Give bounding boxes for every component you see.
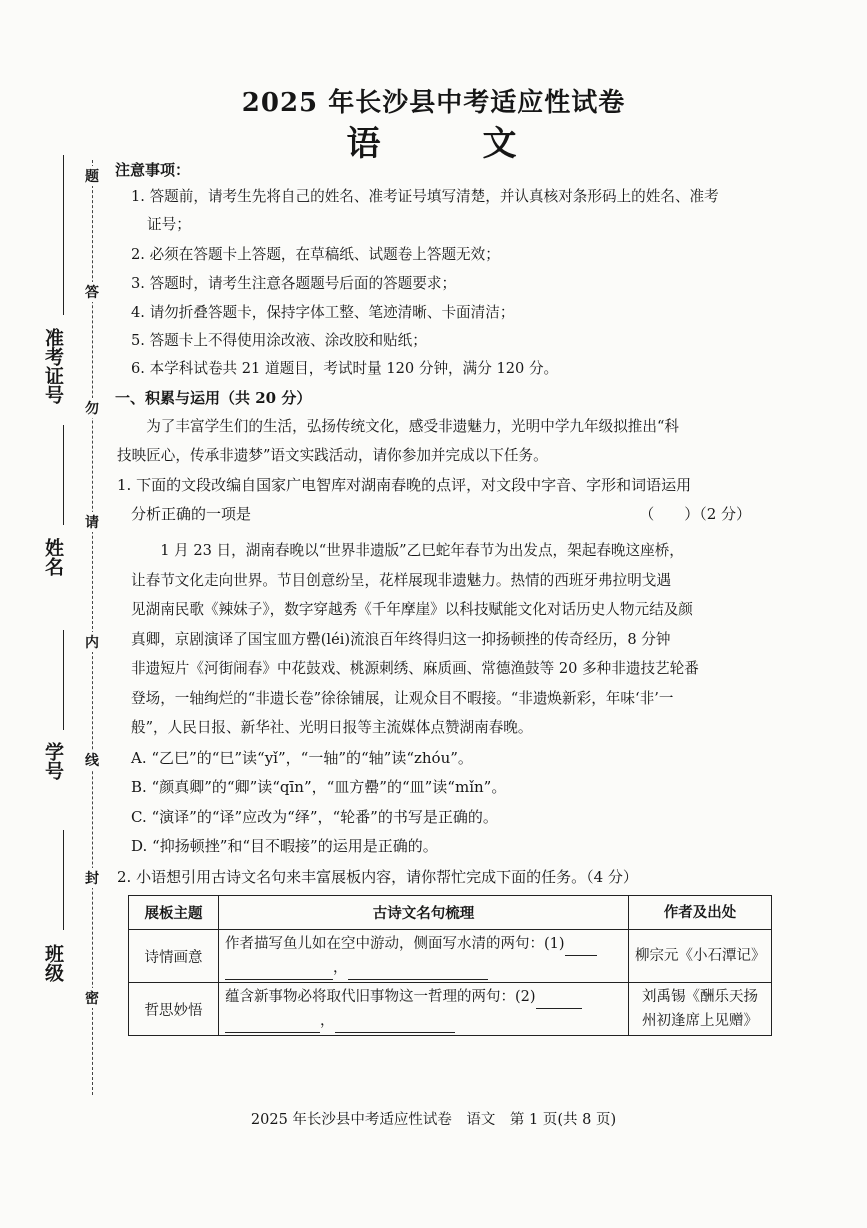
question-1-stem: 1. 下面的文段改编自国家广电智库对湖南春晚的点评，对文段中字音、字形和词语运用: [117, 476, 692, 494]
prompt-cell: [219, 930, 629, 983]
answer-blank[interactable]: [348, 963, 488, 980]
answer-blank[interactable]: [565, 939, 597, 956]
seal-char: 密: [82, 988, 102, 1008]
note-item: 1. 答题前，请考生先将自己的姓名、准考证号填写清楚，并认真核对条形码上的姓名、准考: [131, 188, 719, 205]
option-b: B. “颜真卿”的“卿”读“qīn”，“皿方罍”的“皿”读“mǐn”。: [131, 778, 507, 796]
notes-heading: 注意事项：: [115, 161, 191, 179]
exam-number-label: 准考证号: [42, 328, 64, 404]
note-item: 3. 答题时，请考生注意各题题号后面的答题要求；: [131, 275, 457, 292]
passage-line: 真卿，京剧演译了国宝皿方罍(léi)流浪百年终得归这一抑扬顿挫的传奇经历，8 分钟: [131, 630, 671, 648]
passage-line: 1 月 23 日，湖南春晚以“世界非遗版”乙巳蛇年春节为出发点，架起春晚这座桥，: [160, 542, 684, 559]
note-item: 4. 请勿折叠答题卡，保持字体工整、笔迹清晰、卡面清洁；: [131, 304, 515, 321]
table-row: [129, 983, 772, 1036]
option-c: C. “演译”的“译”应改为“绎”，“轮番”的书写是正确的。: [131, 808, 498, 826]
seal-char: 题: [82, 166, 102, 186]
name-field[interactable]: [63, 425, 64, 525]
passage-line: 见湖南民歌《辣妹子》，数字穿越秀《千年摩崖》以科技赋能文化对话历史人物元结及颜: [131, 601, 693, 618]
question-2-stem: 2. 小语想引用古诗文名句来丰富展板内容，请你帮忙完成下面的任务。（4 分）: [117, 868, 638, 886]
seal-char: 勿: [82, 398, 102, 418]
exam-number-field[interactable]: [63, 155, 64, 315]
passage-line: 让春节文化走向世界。节目创意纷呈，花样展现非遗魅力。热情的西班牙弗拉明戈遇: [131, 571, 671, 589]
table-header-row: [129, 896, 772, 930]
prompt-text: 作者描写鱼儿如在空中游动，侧面写水清的两句：(1): [225, 936, 565, 952]
student-number-label: 学号: [42, 742, 64, 780]
section-heading: 一、积累与运用（共 20 分）: [115, 389, 312, 407]
seal-char: 答: [82, 282, 102, 302]
seal-char: 线: [82, 750, 102, 770]
name-label: 姓名: [42, 538, 64, 576]
table-header: 展板主题: [129, 896, 219, 930]
subject-title: 语 文: [346, 124, 551, 164]
option-a: A. “乙巳”的“巳”读“yǐ”，“一轴”的“轴”读“zhóu”。: [131, 749, 473, 767]
table-header: 古诗文名句梳理: [219, 896, 629, 930]
prompt-cell: [219, 983, 629, 1036]
passage-line: 非遗短片《河街闹春》中花鼓戏、桃源刺绣、麻质画、常德渔鼓等 20 多种非遗技艺轮番: [131, 660, 699, 677]
seal-char: 请: [82, 512, 102, 532]
section-intro: [117, 412, 777, 470]
theme-cell: 诗情画意: [129, 930, 219, 983]
page-footer: 2025 年长沙县中考适应性试卷 语文 第 1 页(共 8 页): [250, 1112, 617, 1128]
passage-line: 登场，一轴绚烂的“非遗长卷”徐徐铺展，让观众目不暇接。“非遗焕新彩，年味‘非’一: [131, 689, 674, 707]
note-item: 证号；: [147, 216, 191, 233]
source-cell: 柳宗元《小石潭记》: [629, 930, 772, 983]
seal-char: 封: [82, 868, 102, 888]
seal-char: 内: [82, 632, 102, 652]
answer-blank[interactable]: [225, 1016, 320, 1033]
comma: ，: [333, 960, 348, 976]
table-header: 作者及出处: [629, 896, 772, 930]
answer-slot[interactable]: （ ）（2 分）: [639, 505, 751, 523]
answer-blank[interactable]: [225, 963, 333, 980]
intro-line: 为了丰富学生们的生活，弘扬传统文化，感受非遗魅力，光明中学九年级拟推出“科: [146, 418, 680, 435]
note-item: 2. 必须在答题卡上答题，在草稿纸、试题卷上答题无效；: [131, 246, 500, 263]
question-1-stem-2: [131, 500, 751, 529]
comma: ，: [320, 1013, 335, 1029]
theme-cell: 哲思妙悟: [129, 983, 219, 1036]
passage-line: 般”，人民日报、新华社、光明日报等主流媒体点赞湖南春晚。: [131, 719, 533, 736]
class-field[interactable]: [63, 830, 64, 930]
student-number-field[interactable]: [63, 630, 64, 730]
option-d: D. “抑扬顿挫”和“目不暇接”的运用是正确的。: [131, 837, 438, 855]
prompt-text: 蕴含新事物必将取代旧事物这一哲理的两句：(2): [225, 989, 536, 1005]
table-row: [129, 930, 772, 983]
answer-blank[interactable]: [335, 1016, 455, 1033]
exam-title: 2025 年长沙县中考适应性试卷: [241, 88, 626, 118]
class-label: 班级: [42, 944, 64, 982]
intro-line: 技映匠心，传承非遗梦”语文实践活动，请你参加并完成以下任务。: [117, 447, 548, 464]
note-item: 5. 答题卡上不得使用涂改液、涂改胶和贴纸；: [131, 332, 427, 349]
question-1-passage: [131, 536, 767, 743]
answer-blank[interactable]: [536, 992, 582, 1009]
note-item: 6. 本学科试卷共 21 道题目，考试时量 120 分钟，满分 120 分。: [131, 360, 559, 377]
question-2-table: [128, 895, 772, 1036]
stem-text: 分析正确的一项是: [131, 505, 252, 523]
source-cell: 刘禹锡《酬乐天扬州初逢席上见赠》: [629, 983, 772, 1036]
